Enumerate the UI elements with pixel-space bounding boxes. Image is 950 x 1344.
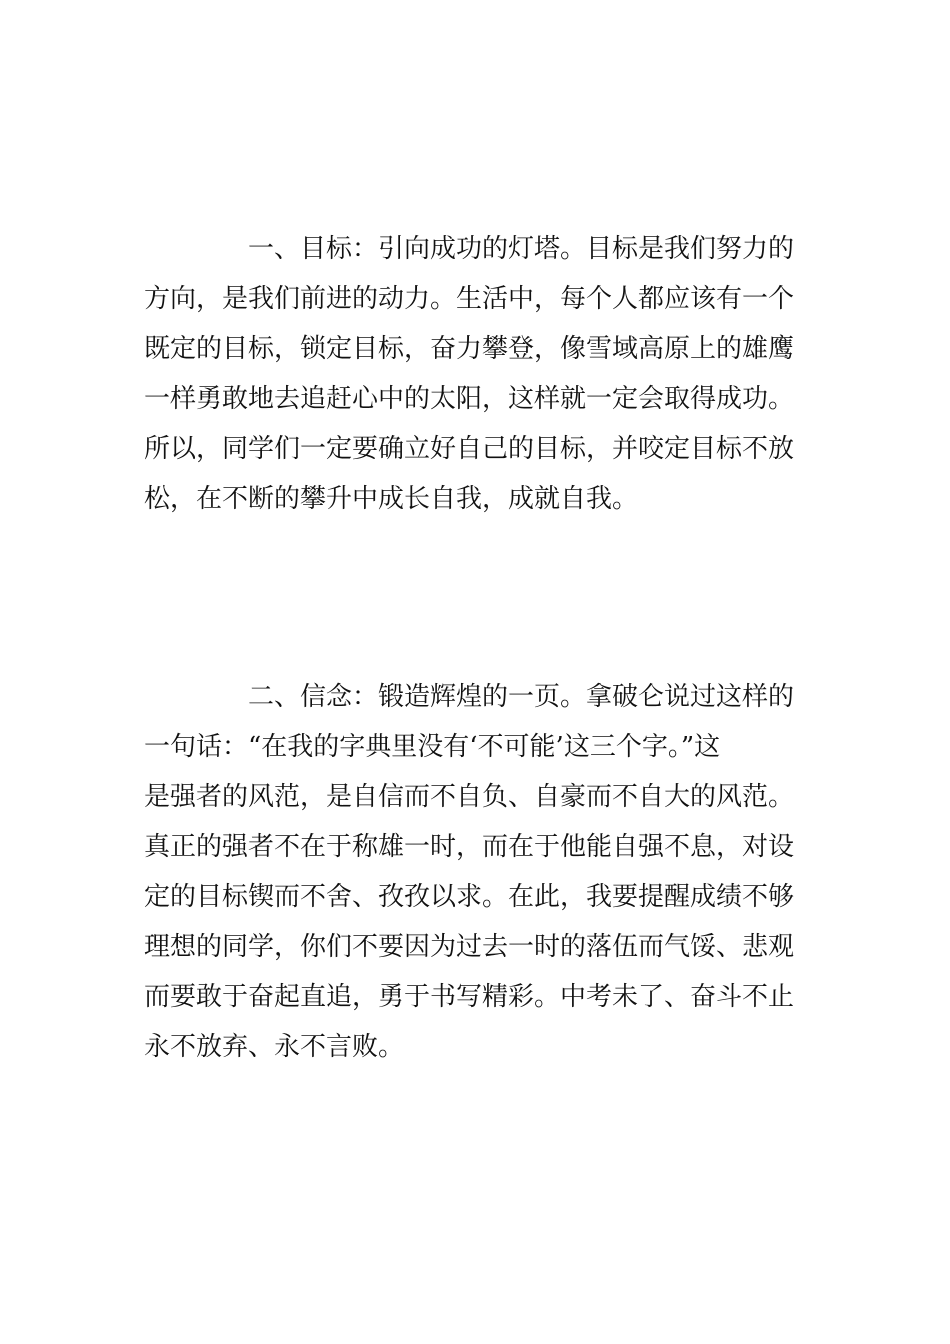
paragraph-line: 是强者的风范，是自信而不自负、自豪而不自大的风范。 bbox=[144, 782, 795, 812]
paragraph-line: 定的目标锲而不舍、孜孜以求。在此，我要提醒成绩不够 bbox=[144, 882, 795, 912]
paragraph-line: 一、目标：引向成功的灯塔。目标是我们努力的 bbox=[248, 234, 795, 264]
paragraph-line: 既定的目标，锁定目标，奋力攀登，像雪域高原上的雄鹰 bbox=[144, 334, 795, 364]
paragraph-line: 而要敢于奋起直追，勇于书写精彩。中考未了、奋斗不止 bbox=[144, 982, 795, 1012]
paragraph-line: 二、信念：锻造辉煌的一页。拿破仑说过这样的 bbox=[248, 682, 795, 712]
paragraph-line: 所以，同学们一定要确立好自己的目标，并咬定目标不放 bbox=[144, 434, 795, 464]
paragraph-line: 永不放弃、永不言败。 bbox=[144, 1032, 405, 1062]
paragraph-line: 松，在不断的攀升中成长自我，成就自我。 bbox=[144, 484, 639, 514]
paragraph-line: 一样勇敢地去追赶心中的太阳，这样就一定会取得成功。 bbox=[144, 384, 795, 414]
paragraph-line: 一句话：“在我的字典里没有‘不可能’这三个字。”这 bbox=[144, 732, 721, 762]
paragraph-belief bbox=[144, 672, 809, 1072]
paragraph-line: 方向，是我们前进的动力。生活中，每个人都应该有一个 bbox=[144, 284, 795, 314]
paragraph-line: 真正的强者不在于称雄一时，而在于他能自强不息，对设 bbox=[144, 832, 795, 862]
paragraph-goal bbox=[144, 224, 809, 524]
paragraph-line: 理想的同学，你们不要因为过去一时的落伍而气馁、悲观 bbox=[144, 932, 795, 962]
